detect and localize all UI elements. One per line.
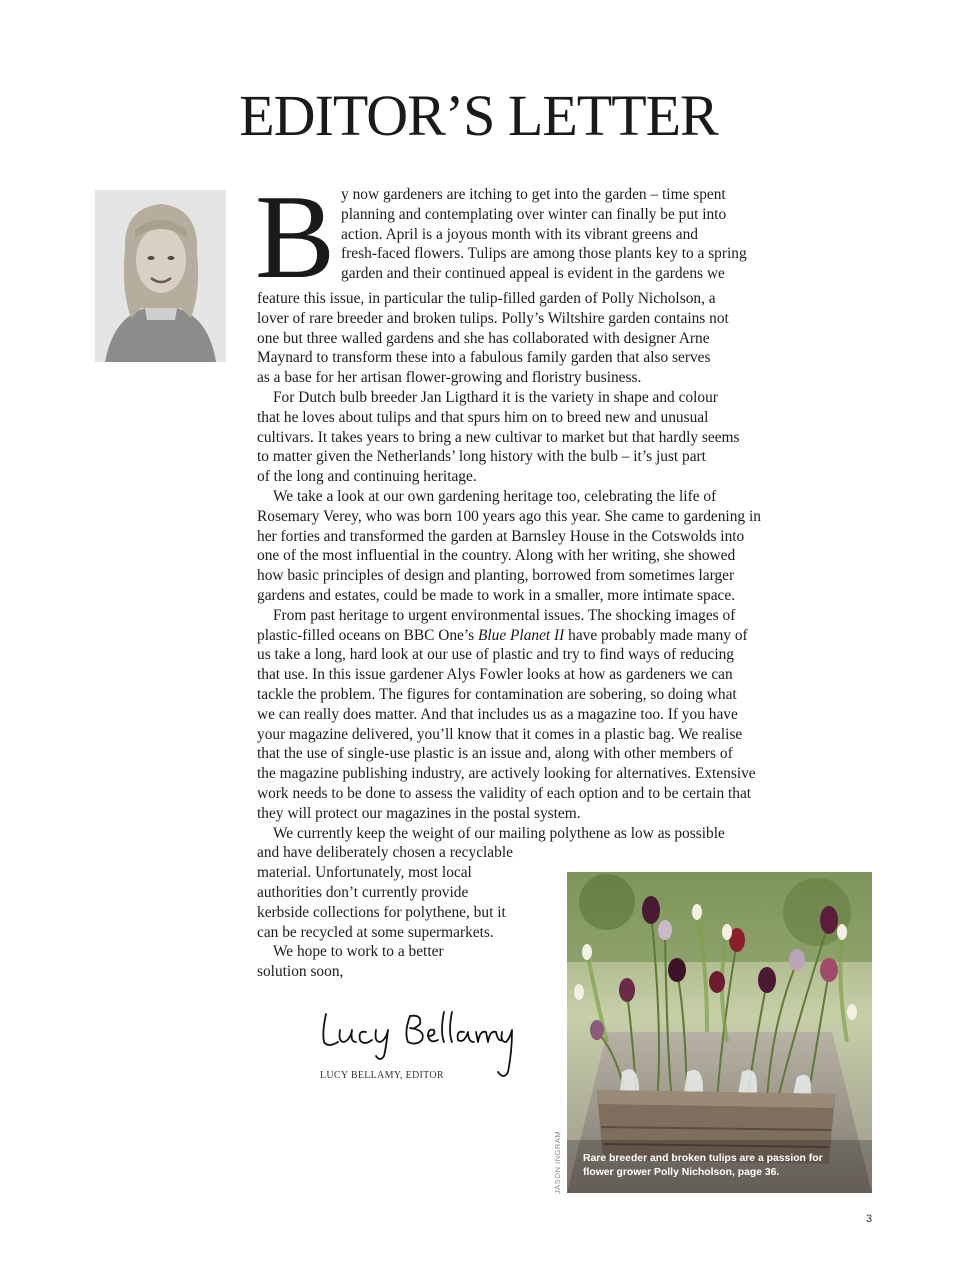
editor-portrait <box>95 190 226 362</box>
text-line: one of the most influential in the country. Along with her writing, she showed <box>257 547 736 565</box>
text-line: Rosemary Verey, who was born 100 years ago this year. She came to gardening in <box>257 507 761 525</box>
text-line: planning and contemplating over winter can finally be put into <box>341 205 727 223</box>
text-line: to matter given the Netherlands’ long history with the bulb – it’s just part <box>257 448 706 466</box>
signature-caption: LUCY BELLAMY, EDITOR <box>320 1070 444 1081</box>
text-line: feature this issue, in particular the tulip-filled garden of Polly Nicholson, a <box>257 290 716 307</box>
text-line: can be recycled at some supermarkets. <box>257 923 494 941</box>
text-line: that he loves about tulips and that spurs him on to breed new and unusual <box>257 408 709 426</box>
tulip-photo <box>567 872 872 1193</box>
text-line: solution soon, <box>257 963 344 981</box>
text-line: y now gardeners are itching to get into the garden – time spent <box>341 186 726 203</box>
text-line: plastic-filled oceans on BBC One’s Blue Planet II have probably made many of <box>257 626 748 644</box>
text-line: lover of rare breeder and broken tulips. Polly’s Wiltshire garden contains not <box>257 309 729 327</box>
text-line: action. April is a joyous month with its vibrant greens and <box>341 225 698 243</box>
text-line: Maynard to transform these into a fabulous family garden that also serves <box>257 349 711 367</box>
text-line: that use. In this issue gardener Alys Fowler looks at how as gardeners we can <box>257 666 733 684</box>
text-line: one but three walled gardens and she has collaborated with designer Arne <box>257 329 710 347</box>
text-line: From past heritage to urgent environmental issues. The shocking images of <box>273 606 736 624</box>
text-line: garden and their continued appeal is evident in the gardens we <box>341 265 725 283</box>
photo-caption: Rare breeder and broken tulips are a passion for flower grower Polly Nicholson, page 36. <box>583 1153 823 1178</box>
page-number: 3 <box>866 1213 873 1225</box>
text-line: gardens and estates, could be made to work in a smaller, more intimate space. <box>257 586 736 604</box>
text-line: tackle the problem. The figures for contamination are sobering, so doing what <box>257 685 737 703</box>
text-line: we can really does matter. And that includes us as a magazine too. If you have <box>257 705 738 723</box>
text-line: that the use of single-use plastic is an issue and, along with other members of <box>257 745 733 763</box>
paragraph-1-opening <box>341 185 777 284</box>
text-line: We currently keep the weight of our mailing polythene as low as possible <box>273 824 725 842</box>
text-line: cultivars. It takes years to bring a new cultivar to market but that hardly seems <box>257 428 740 446</box>
text-line: fresh-faced flowers. Tulips are among those plants key to a spring <box>341 245 747 263</box>
paragraph-1-rest <box>257 289 777 388</box>
paragraph-3 <box>257 487 777 606</box>
text-line: We take a look at our own gardening heritage too, celebrating the life of <box>273 487 717 505</box>
paragraph-4 <box>257 606 777 824</box>
program-title: Blue Planet II <box>477 626 565 644</box>
text-line: work needs to be done to assess the validity of each option and to be certain that <box>257 784 752 802</box>
page-title: EDITOR’S LETTER <box>239 83 718 148</box>
text-line: material. Unfortunately, most local <box>257 864 472 882</box>
text-line: We hope to work to a better <box>273 943 444 961</box>
text-line: how basic principles of design and planting, borrowed from sometimes larger <box>257 567 735 585</box>
text-line: as a base for her artisan flower-growing and floristry business. <box>257 369 642 387</box>
drop-cap: B <box>255 170 336 303</box>
text-line: kerbside collections for polythene, but it <box>257 903 506 921</box>
text-line: your magazine delivered, you’ll know that it comes in a plastic bag. We realise <box>257 725 743 743</box>
text-line: of the long and continuing heritage. <box>257 468 477 486</box>
text-line: authorities don’t currently provide <box>257 883 469 901</box>
letter-body <box>255 170 777 982</box>
text-line: us take a long, hard look at our use of plastic and try to find ways of reducing <box>257 646 734 664</box>
photo-credit: JASON INGRAM <box>553 1130 562 1194</box>
text-line: For Dutch bulb breeder Jan Ligthard it is the variety in shape and colour <box>273 388 718 406</box>
text-line: the magazine publishing industry, are actively looking for alternatives. Extensive <box>257 765 756 783</box>
text-line: her forties and transformed the garden at Barnsley House in the Cotswolds into <box>257 527 745 545</box>
paragraph-2 <box>257 388 777 487</box>
text-line: and have deliberately chosen a recyclable <box>257 844 513 862</box>
text-line: they will protect our magazines in the postal system. <box>257 804 581 822</box>
